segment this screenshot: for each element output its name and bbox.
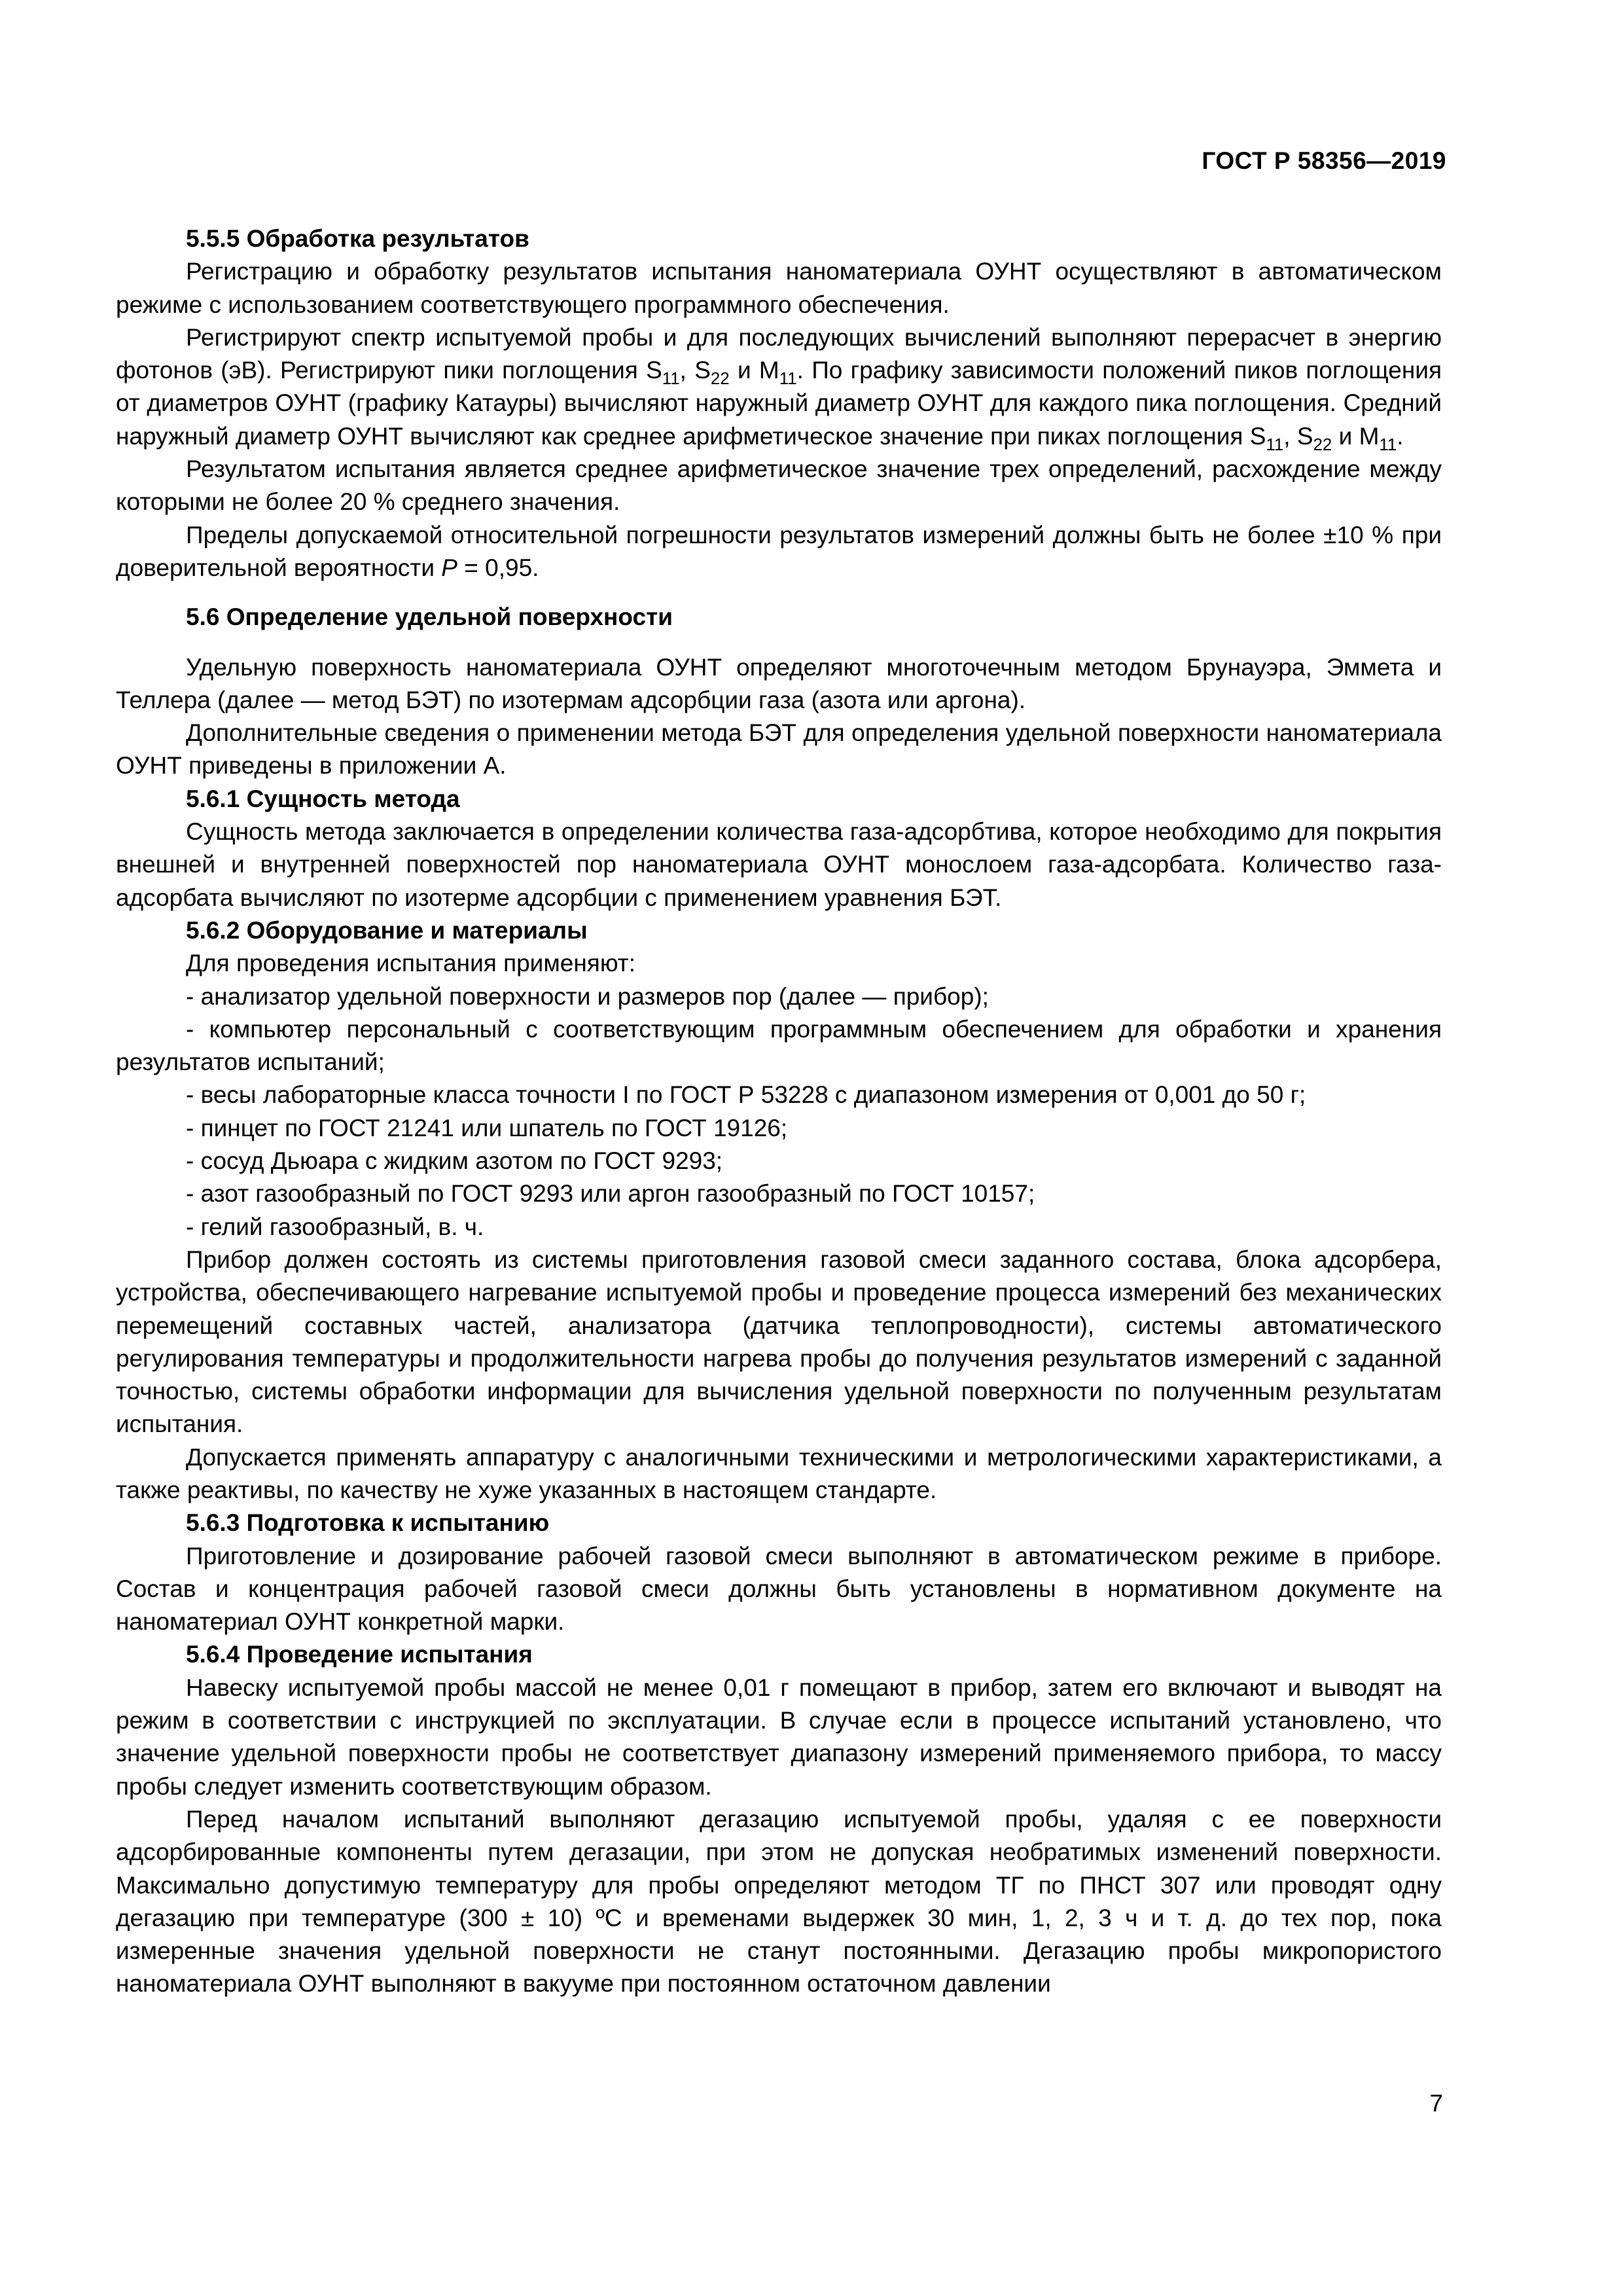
section-5-6-2-title: 5.6.2 Оборудование и материалы	[186, 916, 588, 944]
paragraph-error-limits: Пределы допускаемой относительной погрешности результатов измерений должны быть не более ±10 % при доверительной вероятности Р = 0,95.	[116, 521, 1442, 581]
list-item: - весы лабораторные класса точности I по ГОСТ Р 53228 с диапазоном измерения от 0,001 до 50 г;	[186, 1081, 1306, 1109]
section-5-6-4-title: 5.6.4 Проведение испытания	[186, 1641, 533, 1668]
paragraph: Допускается применять аппаратуру с аналогичными техническими и метрологическими характеристиками, а также реактивы, по качеству не хуже указанных в настоящем стандарте.	[116, 1443, 1442, 1503]
page-number: 7	[1429, 2090, 1443, 2117]
section-5-6-title: 5.6 Определение удельной поверхности	[186, 603, 673, 631]
list-item: - пинцет по ГОСТ 21241 или шпатель по ГОСТ 19126;	[186, 1114, 788, 1141]
paragraph: Прибор должен состоять из системы приготовления газовой смеси заданного состава, блока адсорбера, устройства, обеспечивающего нагревание испытуемой пробы и проведение процесса измерений без механических перемещений составных частей, анализатора (датчика теплопроводности), системы автоматического регулирования температуры и продолжительности нагрева пробы до получения результатов измерений с заданной точностью, системы обработки информации для вычисления удельной поверхности по полученным результатам испытания.	[116, 1246, 1442, 1438]
document-body	[116, 223, 1442, 2001]
paragraph: Приготовление и дозирование рабочей газовой смеси выполняют в автоматическом режиме в приборе. Состав и концентрация рабочей газовой смеси должны быть установлены в нормативном документе на наноматериал ОУНТ конкретной марки.	[116, 1542, 1442, 1636]
section-5-6-3-title: 5.6.3 Подготовка к испытанию	[186, 1509, 550, 1537]
paragraph: Навеску испытуемой пробы массой не менее 0,01 г помещают в прибор, затем его включают и выводят на режим в соответствии с инструкцией по эксплуатации. В случае если в процессе испытаний установлено, что значение удельной поверхности пробы не соответствует диапазону измерений применяемого прибора, то массу пробы следует изменить соответствующим образом.	[116, 1674, 1442, 1800]
section-5-6-1-title: 5.6.1 Сущность метода	[186, 785, 460, 812]
paragraph: Перед началом испытаний выполняют дегазацию испытуемой пробы, удаляя с ее поверхности адсорбированные компоненты путем дегазации, при этом не допуская необратимых изменений поверхности. Максимально допустимую температуру для пробы определяют методом ТГ по ПНСТ 307 или проводят одну дегазацию при температуре (300 ± 10) ºС и временами выдержек 30 мин, 1, 2, 3 ч и т. д. до тех пор, пока измеренные значения удельной поверхности не станут постоянными. Дегазацию пробы микропористого наноматериала ОУНТ выполняют в вакууме при постоянном остаточном давлении	[116, 1805, 1442, 1998]
paragraph: Результатом испытания является среднее арифметическое значение трех определений, расхождение между которыми не более 20 % среднего значения.	[116, 456, 1442, 516]
paragraph: Регистрацию и обработку результатов испытания наноматериала ОУНТ осуществляют в автоматическом режиме с использованием соответствующего программного обеспечения.	[116, 258, 1442, 318]
paragraph: Дополнительные сведения о применении метода БЭТ для определения удельной поверхности наноматериала ОУНТ приведены в приложении А.	[116, 719, 1442, 780]
paragraph-peaks: Регистрируют спектр испытуемой пробы и для последующих вычислений выполняют перерасчет в энергию фотонов (эВ). Регистрируют пики поглощения $S_{11}$, $S_{22}$ и $M_{11}$. По графику зависимости положений пиков поглощения от диаметров ОУНТ (графику Катауры) вычисляют наружный диаметр ОУНТ для каждого пика поглощения. Средний наружный диаметр ОУНТ вычисляют как среднее арифметическое значение при пиках поглощения $S_{11}$, $S_{22}$ и $M_{11}$.	[116, 323, 1442, 454]
paragraph: Удельную поверхность наноматериала ОУНТ определяют многоточечным методом Брунауэра, Эммета и Теллера (далее — метод БЭТ) по изотермам адсорбции газа (азота или аргона).	[116, 653, 1442, 713]
list-item: - сосуд Дьюара с жидким азотом по ГОСТ 9293;	[186, 1147, 723, 1175]
list-item: - гелий газообразный, в. ч.	[186, 1213, 484, 1240]
paragraph: Для проведения испытания применяют:	[186, 950, 635, 977]
section-5-5-5-title: 5.5.5 Обработка результатов	[186, 225, 529, 252]
paragraph: Сущность метода заключается в определении количества газа-адсорбтива, которое необходимо для покрытия внешней и внутренней поверхностей пор наноматериала ОУНТ монослоем газа-адсорбата. Количество газа-адсорбата вычисляют по изотерме адсорбции с применением уравнения БЭТ.	[116, 818, 1442, 911]
list-item: - азот газообразный по ГОСТ 9293 или аргон газообразный по ГОСТ 10157;	[186, 1180, 1035, 1208]
list-item: - компьютер персональный с соответствующим программным обеспечением для обработки и хранения результатов испытаний;	[116, 1015, 1442, 1076]
list-item: - анализатор удельной поверхности и размеров пор (далее — прибор);	[186, 982, 989, 1010]
document-code-header: ГОСТ Р 58356—2019	[1202, 147, 1446, 174]
